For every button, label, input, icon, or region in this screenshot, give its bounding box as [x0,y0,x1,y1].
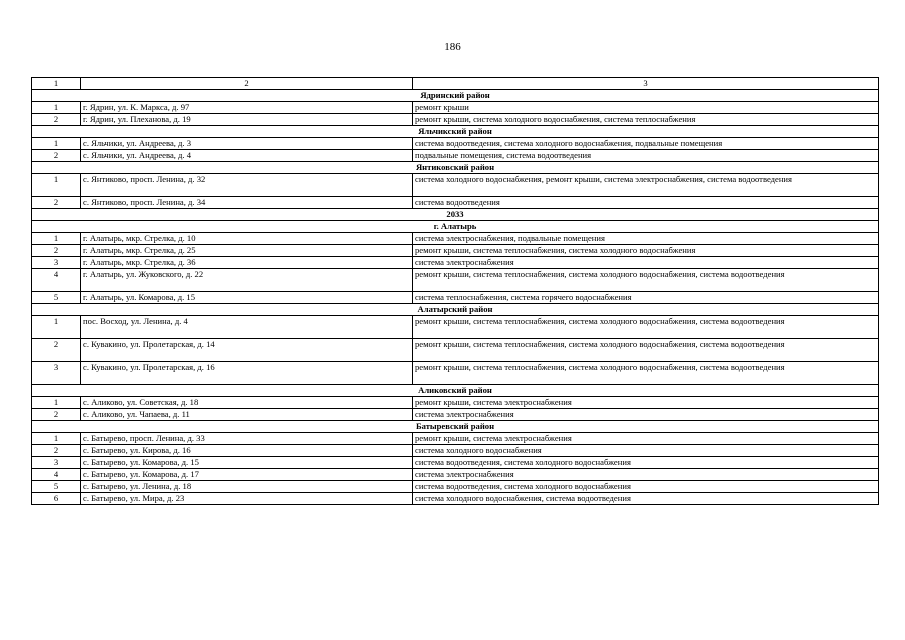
works-cell: подвальные помещения, система водоотведения [413,150,879,162]
works-cell: ремонт крыши, система теплоснабжения, система холодного водоснабжения, система водоотведения [413,339,879,362]
row-number-cell: 5 [32,292,81,304]
table-row [32,102,879,114]
table-row [32,138,879,150]
table-row [32,481,879,493]
address-cell: с. Батырево, ул. Мира, д. 23 [81,493,413,505]
works-cell: система холодного водоснабжения, система водоотведения [413,493,879,505]
works-cell: ремонт крыши, система холодного водоснабжения, система теплоснабжения [413,114,879,126]
works-cell: ремонт крыши, система теплоснабжения, система холодного водоснабжения, система водоотведения [413,316,879,339]
row-number-cell: 1 [32,174,81,197]
table-row [32,493,879,505]
works-cell: система электроснабжения, подвальные помещения [413,233,879,245]
section-title: Ядринский район [32,90,879,102]
table-row [32,316,879,339]
row-number-cell: 2 [32,150,81,162]
section-row [32,385,879,397]
section-title: Батыревский район [32,421,879,433]
table-row [32,469,879,481]
table-row [32,292,879,304]
section-row [32,126,879,138]
works-cell: ремонт крыши, система электроснабжения [413,397,879,409]
works-cell: ремонт крыши, система теплоснабжения, система холодного водоснабжения [413,245,879,257]
section-title: Аликовский район [32,385,879,397]
row-number-cell: 2 [32,245,81,257]
row-number-cell: 3 [32,257,81,269]
section-row [32,221,879,233]
works-cell: система теплоснабжения, система горячего водоснабжения [413,292,879,304]
section-row [32,90,879,102]
table-row [32,409,879,421]
column-header-1: 1 [32,78,81,90]
works-cell: система электроснабжения [413,257,879,269]
row-number-cell: 2 [32,409,81,421]
address-cell: г. Ядрин, ул. К. Маркса, д. 97 [81,102,413,114]
works-cell: система водоотведения, система холодного водоснабжения, подвальные помещения [413,138,879,150]
address-cell: с. Янтиково, просп. Ленина, д. 32 [81,174,413,197]
row-number-cell: 1 [32,397,81,409]
address-cell: с. Аликово, ул. Советская, д. 18 [81,397,413,409]
row-number-cell: 3 [32,457,81,469]
works-cell: система электроснабжения [413,469,879,481]
address-cell: г. Алатырь, ул. Жуковского, д. 22 [81,269,413,292]
row-number-cell: 1 [32,233,81,245]
table-row [32,445,879,457]
row-number-cell: 4 [32,269,81,292]
row-number-cell: 3 [32,362,81,385]
table-row [32,339,879,362]
works-cell: система водоотведения [413,197,879,209]
works-cell: система электроснабжения [413,409,879,421]
row-number-cell: 1 [32,433,81,445]
address-cell: пос. Восход, ул. Ленина, д. 4 [81,316,413,339]
row-number-cell: 5 [32,481,81,493]
section-row [32,421,879,433]
table-row [32,433,879,445]
address-cell: с. Батырево, ул. Кирова, д. 16 [81,445,413,457]
works-cell: система холодного водоснабжения, ремонт крыши, система электроснабжения, система водоотведения [413,174,879,197]
works-cell: ремонт крыши, система теплоснабжения, система холодного водоснабжения, система водоотведения [413,269,879,292]
address-cell: с. Батырево, ул. Ленина, д. 18 [81,481,413,493]
table-row [32,457,879,469]
table-row [32,233,879,245]
row-number-cell: 1 [32,102,81,114]
table-row [32,114,879,126]
works-cell: система водоотведения, система холодного водоснабжения [413,481,879,493]
section-title: Яльчикский район [32,126,879,138]
section-title: г. Алатырь [32,221,879,233]
column-header-2: 2 [81,78,413,90]
works-cell: ремонт крыши [413,102,879,114]
address-cell: с. Янтиково, просп. Ленина, д. 34 [81,197,413,209]
objects-table [31,77,879,505]
address-cell: с. Яльчики, ул. Андреева, д. 4 [81,150,413,162]
address-cell: г. Алатырь, мкр. Стрелка, д. 10 [81,233,413,245]
section-title: Янтиковский район [32,162,879,174]
table-row [32,257,879,269]
row-number-cell: 1 [32,138,81,150]
table-row [32,197,879,209]
row-number-cell: 6 [32,493,81,505]
address-cell: с. Батырево, ул. Комарова, д. 15 [81,457,413,469]
section-title: 2033 [32,209,879,221]
table-row [32,269,879,292]
section-row [32,162,879,174]
address-cell: с. Батырево, ул. Комарова, д. 17 [81,469,413,481]
works-cell: система водоотведения, система холодного водоснабжения [413,457,879,469]
address-cell: с. Кувакино, ул. Пролетарская, д. 16 [81,362,413,385]
table-row [32,397,879,409]
row-number-cell: 1 [32,316,81,339]
table-row [32,174,879,197]
address-cell: г. Алатырь, мкр. Стрелка, д. 36 [81,257,413,269]
row-number-cell: 4 [32,469,81,481]
row-number-cell: 2 [32,197,81,209]
row-number-cell: 2 [32,445,81,457]
section-row [32,209,879,221]
works-cell: система холодного водоснабжения [413,445,879,457]
section-row [32,304,879,316]
works-cell: ремонт крыши, система теплоснабжения, система холодного водоснабжения, система водоотведения [413,362,879,385]
column-header-3: 3 [413,78,879,90]
table-row [32,362,879,385]
page-number: 186 [444,41,461,53]
address-cell: с. Яльчики, ул. Андреева, д. 3 [81,138,413,150]
table-body [32,78,879,505]
address-cell: с. Аликово, ул. Чапаева, д. 11 [81,409,413,421]
works-cell: ремонт крыши, система электроснабжения [413,433,879,445]
address-cell: г. Ядрин, ул. Плеханова, д. 19 [81,114,413,126]
address-cell: с. Батырево, просп. Ленина, д. 33 [81,433,413,445]
address-cell: с. Кувакино, ул. Пролетарская, д. 14 [81,339,413,362]
address-cell: г. Алатырь, мкр. Стрелка, д. 25 [81,245,413,257]
section-title: Алатырский район [32,304,879,316]
table-row [32,150,879,162]
row-number-cell: 2 [32,114,81,126]
row-number-cell: 2 [32,339,81,362]
table-row [32,245,879,257]
column-header-row [32,78,879,90]
address-cell: г. Алатырь, ул. Комарова, д. 15 [81,292,413,304]
